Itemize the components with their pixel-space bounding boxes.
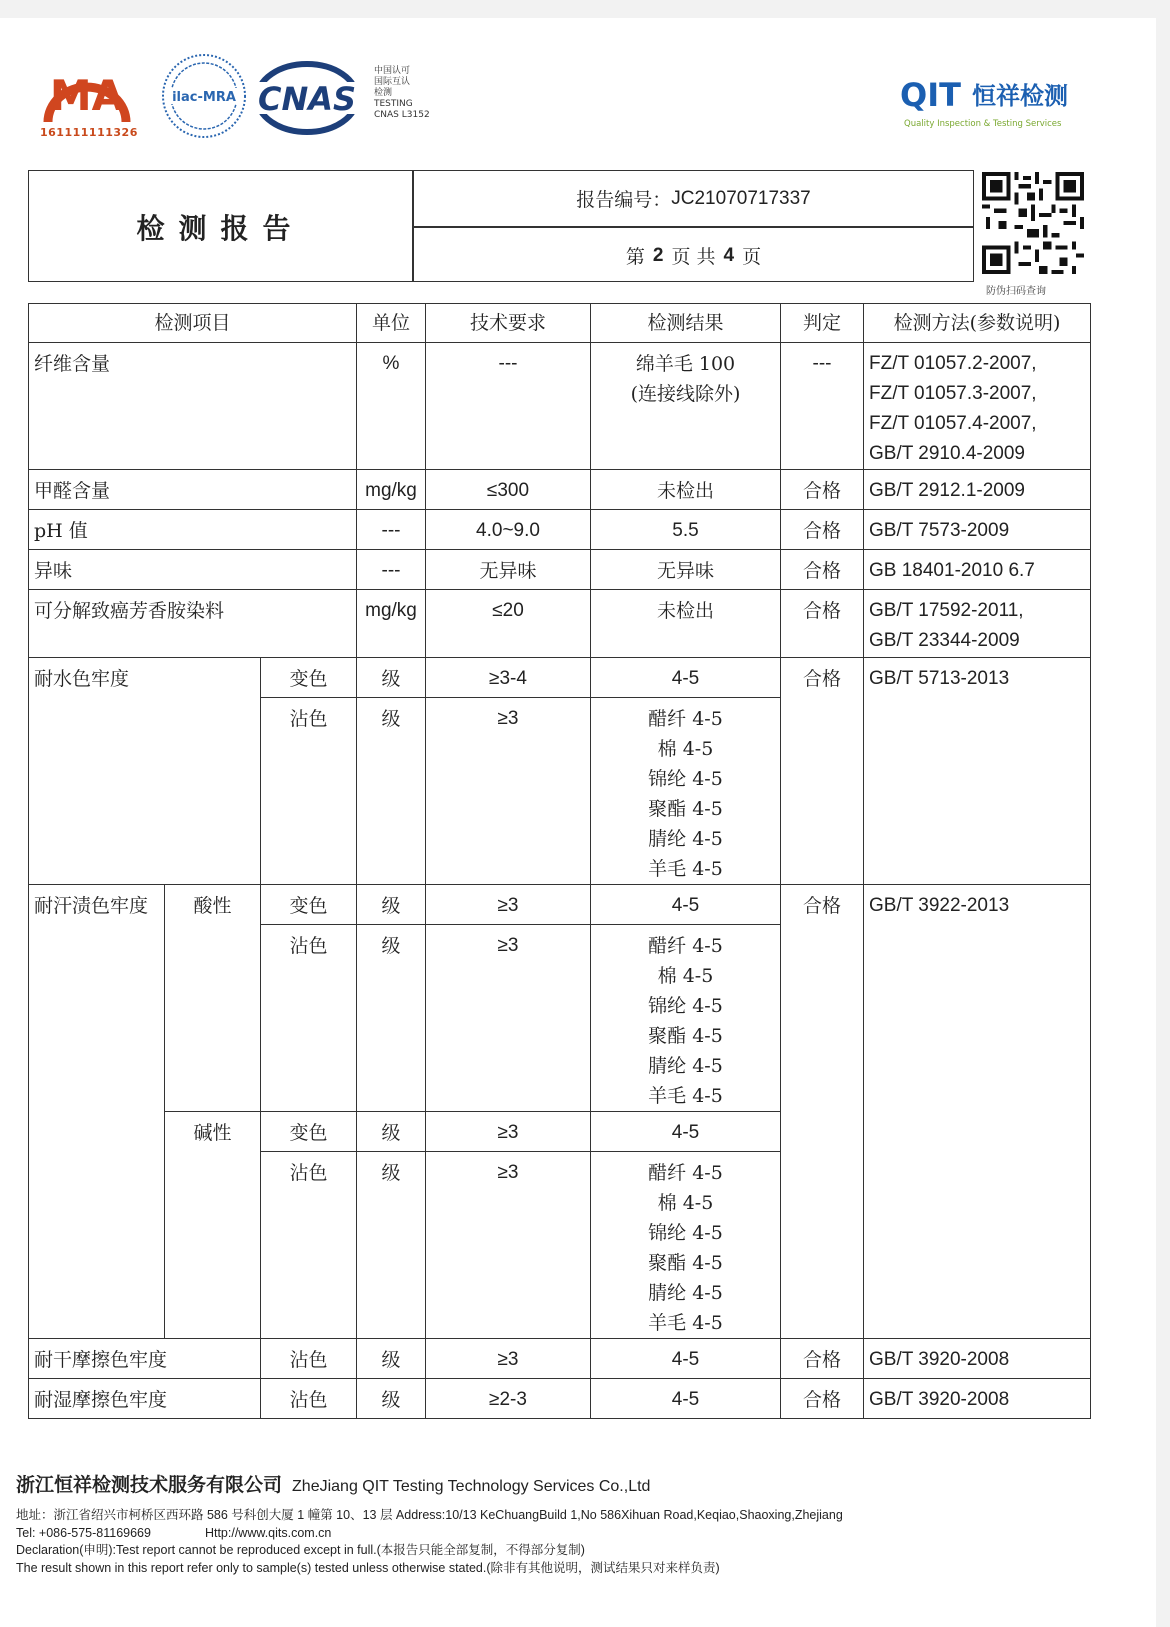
requirement-cell: 4.0~9.0 bbox=[426, 510, 591, 550]
title-block bbox=[28, 170, 974, 282]
requirement-cell: ≤300 bbox=[426, 470, 591, 510]
unit-cell: 级 bbox=[357, 885, 426, 925]
header-verdict: 判定 bbox=[781, 304, 864, 343]
condition-cell: 酸性 bbox=[165, 885, 261, 1112]
verdict-cell: 合格 bbox=[781, 1379, 864, 1419]
method-cell: GB/T 3920-2008 bbox=[864, 1379, 1091, 1419]
company-name-en: ZheJiang QIT Testing Technology Services Co.,Ltd bbox=[292, 1478, 651, 1495]
report-number bbox=[414, 171, 973, 226]
result-line: 醋纤 4-5 bbox=[648, 935, 723, 957]
header-item: 检测项目 bbox=[29, 304, 357, 343]
result-line: 棉 4-5 bbox=[657, 965, 714, 987]
method-line: FZ/T 01057.2-2007, bbox=[869, 353, 1037, 374]
ilac-mra-logo bbox=[160, 52, 248, 140]
ilac-logo-text: ilac-MRA bbox=[172, 90, 236, 105]
subitem-cell: 变色 bbox=[261, 885, 357, 925]
method-line: GB/T 17592-2011, bbox=[869, 600, 1024, 621]
result-cell: 未检出 bbox=[591, 470, 781, 510]
requirement-cell: ≥2-3 bbox=[426, 1379, 591, 1419]
unit-cell: mg/kg bbox=[357, 470, 426, 510]
result-line: 腈纶 4-5 bbox=[648, 1055, 723, 1077]
method-line: GB/T 2910.4-2009 bbox=[869, 443, 1025, 464]
subitem-cell: 沾色 bbox=[261, 925, 357, 1112]
table-row bbox=[29, 590, 1091, 658]
header-method: 检测方法(参数说明) bbox=[864, 304, 1091, 343]
result-cell bbox=[591, 343, 781, 470]
footer-company bbox=[16, 1470, 1136, 1497]
method-cell bbox=[864, 590, 1091, 658]
subitem-cell: 变色 bbox=[261, 1112, 357, 1152]
qr-caption: 防伪扫码查询 bbox=[986, 286, 1046, 297]
header-result: 检测结果 bbox=[591, 304, 781, 343]
table-row bbox=[29, 343, 1091, 470]
requirement-cell: ≤20 bbox=[426, 590, 591, 658]
result-cell: 4-5 bbox=[591, 1112, 781, 1152]
unit-cell: % bbox=[357, 343, 426, 470]
result-line: 腈纶 4-5 bbox=[648, 828, 723, 850]
table-row bbox=[29, 470, 1091, 510]
cnas-logo-text: CNAS bbox=[257, 80, 357, 118]
qit-tagline: Quality Inspection & Testing Services bbox=[904, 119, 1062, 129]
footer-contact bbox=[16, 1525, 1136, 1543]
method-cell: GB 18401-2010 6.7 bbox=[864, 550, 1091, 590]
result-line: 锦纶 4-5 bbox=[648, 995, 723, 1017]
result-cell bbox=[591, 698, 781, 885]
unit-cell: 级 bbox=[357, 698, 426, 885]
method-cell: GB/T 2912.1-2009 bbox=[864, 470, 1091, 510]
result-cell: 未检出 bbox=[591, 590, 781, 658]
qit-logo-cn: 恒祥检测 bbox=[972, 82, 1068, 110]
result-cell: 4-5 bbox=[591, 1379, 781, 1419]
unit-cell: 级 bbox=[357, 1152, 426, 1339]
item-cell: 可分解致癌芳香胺染料 bbox=[29, 590, 357, 658]
table-row bbox=[29, 658, 1091, 698]
result-line: 棉 4-5 bbox=[657, 1192, 714, 1214]
unit-cell: --- bbox=[357, 510, 426, 550]
result-line: 绵羊毛 100 bbox=[635, 353, 736, 375]
page-suffix: 页 bbox=[742, 246, 762, 268]
result-cell bbox=[591, 1152, 781, 1339]
item-cell: 耐干摩擦色牢度 bbox=[29, 1339, 261, 1379]
item-cell: 耐汗渍色牢度 bbox=[29, 885, 165, 1339]
method-cell: GB/T 3922-2013 bbox=[864, 885, 1091, 1339]
qit-logo bbox=[898, 66, 1088, 132]
unit-cell: mg/kg bbox=[357, 590, 426, 658]
qit-logo-text: QIT bbox=[900, 76, 961, 114]
verdict-cell: 合格 bbox=[781, 550, 864, 590]
cnas-line: 中国认可 bbox=[374, 66, 411, 76]
cnas-line: CNAS L3152 bbox=[374, 110, 430, 120]
requirement-cell: 无异味 bbox=[426, 550, 591, 590]
result-cell: 5.5 bbox=[591, 510, 781, 550]
item-cell: 耐水色牢度 bbox=[29, 658, 261, 885]
subitem-cell: 沾色 bbox=[261, 1152, 357, 1339]
report-title: 检测报告 bbox=[136, 212, 305, 245]
method-cell bbox=[864, 343, 1091, 470]
verdict-cell: --- bbox=[781, 343, 864, 470]
verdict-cell: 合格 bbox=[781, 590, 864, 658]
unit-cell: 级 bbox=[357, 925, 426, 1112]
result-cell: 4-5 bbox=[591, 1339, 781, 1379]
table-header-row bbox=[29, 304, 1091, 343]
requirement-cell: --- bbox=[426, 343, 591, 470]
cnas-line: 检测 bbox=[374, 88, 393, 98]
page-prefix: 第 bbox=[625, 246, 645, 268]
cnas-line: TESTING bbox=[374, 99, 413, 109]
unit-cell: 级 bbox=[357, 1379, 426, 1419]
footer-result-note: The result shown in this report refer only to sample(s) tested unless otherwise stated.(除非有其他说明，测试结果只对来样负责) bbox=[16, 1560, 720, 1575]
qr-code[interactable] bbox=[982, 172, 1084, 274]
report-number-label: 报告编号： bbox=[576, 189, 672, 211]
result-line: (连接线除外) bbox=[630, 383, 741, 405]
result-line: 聚酯 4-5 bbox=[648, 1252, 723, 1274]
method-line: GB/T 23344-2009 bbox=[869, 630, 1020, 651]
result-cell: 4-5 bbox=[591, 885, 781, 925]
requirement-cell: ≥3-4 bbox=[426, 658, 591, 698]
item-cell: 耐湿摩擦色牢度 bbox=[29, 1379, 261, 1419]
page-indicator bbox=[414, 228, 973, 283]
cma-logo-text: MA bbox=[49, 71, 125, 120]
condition-cell: 碱性 bbox=[165, 1112, 261, 1339]
verdict-cell: 合格 bbox=[781, 658, 864, 885]
unit-cell: 级 bbox=[357, 658, 426, 698]
method-cell: GB/T 5713-2013 bbox=[864, 658, 1091, 885]
item-cell: pH 值 bbox=[29, 510, 357, 550]
item-cell: 异味 bbox=[29, 550, 357, 590]
subitem-cell: 沾色 bbox=[261, 698, 357, 885]
subitem-cell: 沾色 bbox=[261, 1339, 357, 1379]
verdict-cell: 合格 bbox=[781, 470, 864, 510]
result-cell bbox=[591, 925, 781, 1112]
footer bbox=[16, 1470, 1136, 1577]
table-row bbox=[29, 1339, 1091, 1379]
page-mid: 页 共 bbox=[671, 246, 716, 268]
unit-cell: 级 bbox=[357, 1112, 426, 1152]
result-line: 醋纤 4-5 bbox=[648, 1162, 723, 1184]
result-line: 羊毛 4-5 bbox=[648, 1312, 723, 1334]
cnas-accreditation-info bbox=[374, 66, 430, 121]
table-row bbox=[29, 1379, 1091, 1419]
requirement-cell: ≥3 bbox=[426, 1152, 591, 1339]
requirement-cell: ≥3 bbox=[426, 1112, 591, 1152]
report-number-value: JC21070717337 bbox=[671, 187, 811, 209]
result-line: 聚酯 4-5 bbox=[648, 1025, 723, 1047]
item-cell: 纤维含量 bbox=[29, 343, 357, 470]
method-line: FZ/T 01057.3-2007, bbox=[869, 383, 1037, 404]
unit-cell: 级 bbox=[357, 1339, 426, 1379]
method-line: FZ/T 01057.4-2007, bbox=[869, 413, 1037, 434]
footer-website-link[interactable]: Http://www.qits.com.cn bbox=[204, 1525, 332, 1540]
cma-code: 161111111326 bbox=[40, 126, 138, 139]
item-cell: 甲醛含量 bbox=[29, 470, 357, 510]
result-line: 羊毛 4-5 bbox=[648, 858, 723, 880]
subitem-cell: 沾色 bbox=[261, 1379, 357, 1419]
verdict-cell: 合格 bbox=[781, 1339, 864, 1379]
requirement-cell: ≥3 bbox=[426, 698, 591, 885]
result-line: 聚酯 4-5 bbox=[648, 798, 723, 820]
page-current: 2 bbox=[652, 244, 664, 266]
method-cell: GB/T 3920-2008 bbox=[864, 1339, 1091, 1379]
subitem-cell: 变色 bbox=[261, 658, 357, 698]
header-unit: 单位 bbox=[357, 304, 426, 343]
cnas-line: 国际互认 bbox=[374, 77, 411, 87]
cnas-logo bbox=[254, 60, 360, 136]
footer-address: 地址：浙江省绍兴市柯桥区西环路 586 号科创大厦 1 幢第 10、13 层 Address:10/13 KeChuangBuild 1,No 586Xihuan Road,Keqiao,Shaoxing,Zhejiang bbox=[16, 1508, 843, 1522]
table-row bbox=[29, 550, 1091, 590]
company-name-cn: 浙江恒祥检测技术服务有限公司 bbox=[16, 1474, 283, 1496]
footer-declaration: Declaration(申明):Test report cannot be reproduced except in full.(本报告只能全部复制，不得部分复制) bbox=[16, 1543, 585, 1557]
result-cell: 无异味 bbox=[591, 550, 781, 590]
result-cell: 4-5 bbox=[591, 658, 781, 698]
requirement-cell: ≥3 bbox=[426, 925, 591, 1112]
result-line: 羊毛 4-5 bbox=[648, 1085, 723, 1107]
result-line: 棉 4-5 bbox=[657, 738, 714, 760]
table-row bbox=[29, 510, 1091, 550]
unit-cell: --- bbox=[357, 550, 426, 590]
table-row bbox=[29, 885, 1091, 925]
result-line: 腈纶 4-5 bbox=[648, 1282, 723, 1304]
result-line: 锦纶 4-5 bbox=[648, 768, 723, 790]
requirement-cell: ≥3 bbox=[426, 885, 591, 925]
header-requirement: 技术要求 bbox=[426, 304, 591, 343]
result-line: 锦纶 4-5 bbox=[648, 1222, 723, 1244]
verdict-cell: 合格 bbox=[781, 885, 864, 1339]
results-table bbox=[28, 303, 1091, 1419]
method-cell: GB/T 7573-2009 bbox=[864, 510, 1091, 550]
verdict-cell: 合格 bbox=[781, 510, 864, 550]
cma-logo bbox=[24, 52, 150, 134]
page-total: 4 bbox=[723, 244, 735, 266]
footer-tel: Tel: +086-575-81169669 bbox=[16, 1525, 151, 1540]
result-line: 醋纤 4-5 bbox=[648, 708, 723, 730]
requirement-cell: ≥3 bbox=[426, 1339, 591, 1379]
